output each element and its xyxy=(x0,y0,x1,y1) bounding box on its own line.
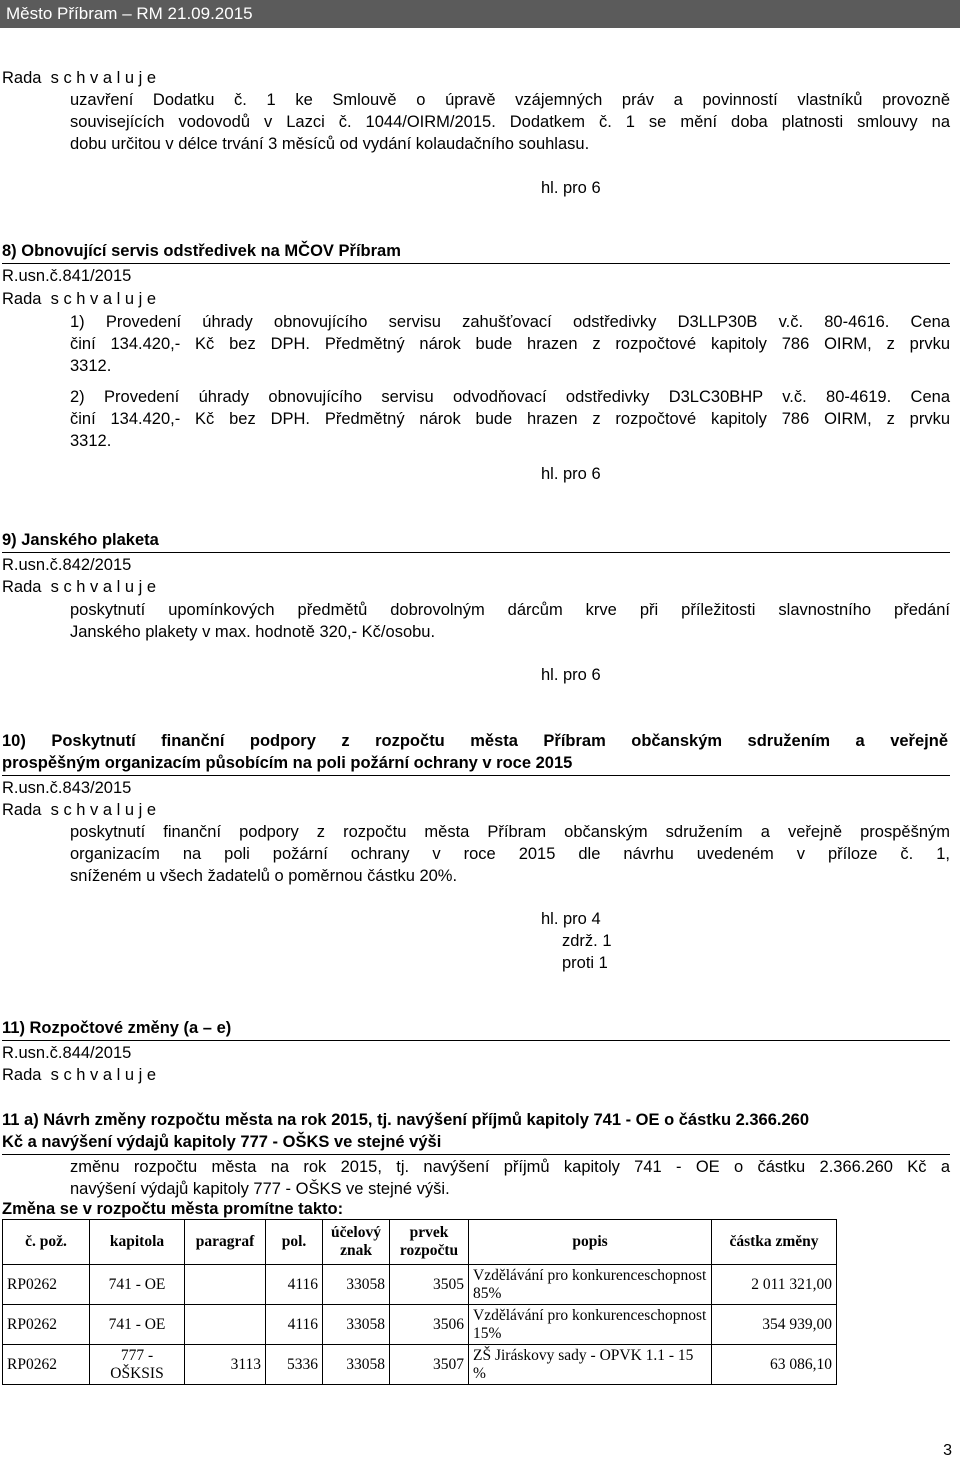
resolution-text: 3312. xyxy=(70,432,112,450)
document-header: Město Příbram – RM 21.09.2015 xyxy=(0,0,960,28)
cell: 33058 xyxy=(323,1345,390,1385)
page-number: 3 xyxy=(943,1442,952,1459)
cell: 741 - OE xyxy=(90,1305,185,1345)
rada-word: Rada xyxy=(2,290,42,308)
cell: 33058 xyxy=(323,1265,390,1305)
resolution-text: dobu určitou v délce trvání 3 měsíců od vydání kolaudačního souhlasu. xyxy=(70,135,590,153)
section-title: 11) Rozpočtové změny (a – e) xyxy=(2,1019,232,1037)
subsection-title-cont: Kč a navýšení výdajů kapitoly 777 - OŠKS ve stejné výši xyxy=(2,1133,442,1151)
cell: 741 - OE xyxy=(90,1265,185,1305)
cell: RP0262 xyxy=(3,1305,90,1345)
col-header: prvek rozpočtu xyxy=(390,1220,469,1265)
schvaluje-word: s c h v a l u j e xyxy=(50,578,157,596)
section-divider xyxy=(2,552,950,553)
cell: 3113 xyxy=(185,1345,266,1385)
cell: 3505 xyxy=(390,1265,469,1305)
cell: 5336 xyxy=(266,1345,323,1385)
col-header: č. pož. xyxy=(3,1220,90,1265)
schvaluje-word: s c h v a l u j e xyxy=(50,290,157,308)
rada-label xyxy=(2,289,156,309)
col-header: pol. xyxy=(266,1220,323,1265)
resolution-text: změnu rozpočtu města na rok 2015, tj. navýšení příjmů kapitoly 741 - OE o částku 2.366.260 Kč a xyxy=(70,1158,950,1176)
col-header: popis xyxy=(469,1220,712,1265)
rada-label xyxy=(2,800,156,820)
cell xyxy=(185,1265,266,1305)
cell: 777 - OŠKSIS xyxy=(90,1345,185,1385)
section-divider xyxy=(2,775,950,776)
resolution-text: činí 134.420,- Kč bez DPH. Předmětný nárok bude hrazen z rozpočtové kapitoly 786 OIRM, z prvku xyxy=(70,335,950,353)
cell: Vzdělávání pro konkurenceschopnost 15% xyxy=(469,1305,712,1345)
table-header-row xyxy=(3,1220,837,1265)
section-title-cont: prospěšným organizacím působícím na poli požární ochrany v roce 2015 xyxy=(2,754,573,772)
rada-word: Rada xyxy=(2,578,42,596)
resolution-text: poskytnutí upomínkových předmětů dobrovolným dárcům krve při příležitosti slavnostního předání xyxy=(70,601,950,619)
cell: 354 939,00 xyxy=(712,1305,837,1345)
section-divider xyxy=(2,1040,950,1041)
section-divider xyxy=(2,263,950,264)
section-title: 9) Janského plaketa xyxy=(2,531,159,549)
subsection-title: 11 a) Návrh změny rozpočtu města na rok 2015, tj. navýšení příjmů kapitoly 741 - OE o částku 2.366.260 xyxy=(2,1111,810,1129)
resolution-text: 3312. xyxy=(70,357,112,375)
vote-result: hl. pro 6 xyxy=(541,465,601,483)
resolution-text: Janského plakety v max. hodnotě 320,- Kč/osobu. xyxy=(70,623,436,641)
resolution-number: R.usn.č.844/2015 xyxy=(2,1044,132,1062)
schvaluje-word: s c h v a l u j e xyxy=(50,801,157,819)
resolution-text: navýšení výdajů kapitoly 777 - OŠKS ve stejné výši. xyxy=(70,1180,450,1198)
rada-label xyxy=(2,1065,156,1085)
vote-result: hl. pro 4 xyxy=(541,910,601,928)
resolution-text: 1) Provedení úhrady obnovujícího servisu zahušťovací odstředivky D3LLP30B v.č. 80-4616. Cena xyxy=(70,313,950,331)
cell: 63 086,10 xyxy=(712,1345,837,1385)
vote-abstain: zdrž. 1 xyxy=(562,932,612,950)
schvaluje-word: s c h v a l u j e xyxy=(50,69,157,87)
rada-word: Rada xyxy=(2,69,42,87)
resolution-text: sníženém u všech žadatelů o poměrnou částku 20%. xyxy=(70,867,458,885)
vote-result: hl. pro 6 xyxy=(541,179,601,197)
col-header: částka změny xyxy=(712,1220,837,1265)
cell: 33058 xyxy=(323,1305,390,1345)
cell: 2 011 321,00 xyxy=(712,1265,837,1305)
table-caption: Změna se v rozpočtu města promítne takto: xyxy=(2,1200,344,1218)
section-title: 8) Obnovující servis odstředivek na MČOV Příbram xyxy=(2,242,401,260)
table-row xyxy=(3,1265,837,1305)
resolution-text: činí 134.420,- Kč bez DPH. Předmětný nárok bude hrazen z rozpočtové kapitoly 786 OIRM, z prvku xyxy=(70,410,950,428)
cell: RP0262 xyxy=(3,1265,90,1305)
cell: 4116 xyxy=(266,1265,323,1305)
resolution-number: R.usn.č.842/2015 xyxy=(2,556,132,574)
table-row xyxy=(3,1345,837,1385)
subsection-divider xyxy=(2,1154,950,1155)
table-row xyxy=(3,1305,837,1345)
section-title: 10) Poskytnutí finanční podpory z rozpočtu města Příbram občanským sdružením a veřejně xyxy=(2,732,948,750)
resolution-number: R.usn.č.843/2015 xyxy=(2,779,132,797)
rada-label xyxy=(2,577,156,597)
col-header: kapitola xyxy=(90,1220,185,1265)
col-header: paragraf xyxy=(185,1220,266,1265)
resolution-text: souvisejících vodovodů v Lazci č. 1044/OIRM/2015. Dodatkem č. 1 se mění doba platnosti smlouvy na xyxy=(70,113,950,131)
rada-label xyxy=(2,68,156,88)
resolution-text: organizacím na poli požární ochrany v roce 2015 dle návrhu uvedeném v příloze č. 1, xyxy=(70,845,950,863)
budget-change-table xyxy=(2,1219,837,1385)
cell xyxy=(185,1305,266,1345)
cell: ZŠ Jiráskovy sady - OPVK 1.1 - 15 % xyxy=(469,1345,712,1385)
col-header: účelový znak xyxy=(323,1220,390,1265)
resolution-number: R.usn.č.841/2015 xyxy=(2,267,132,285)
resolution-text: 2) Provedení úhrady obnovujícího servisu odvodňovací odstředivky D3LC30BHP v.č. 80-4619. Cena xyxy=(70,388,950,406)
resolution-text: uzavření Dodatku č. 1 ke Smlouvě o úpravě vzájemných práv a povinností vlastníků provozně xyxy=(70,91,950,109)
vote-result: hl. pro 6 xyxy=(541,666,601,684)
cell: 3507 xyxy=(390,1345,469,1385)
vote-against: proti 1 xyxy=(562,954,608,972)
rada-word: Rada xyxy=(2,1066,42,1084)
resolution-text: poskytnutí finanční podpory z rozpočtu města Příbram občanským sdružením a veřejně prospěšným xyxy=(70,823,950,841)
cell: Vzdělávání pro konkurenceschopnost 85% xyxy=(469,1265,712,1305)
rada-word: Rada xyxy=(2,801,42,819)
cell: RP0262 xyxy=(3,1345,90,1385)
cell: 3506 xyxy=(390,1305,469,1345)
cell: 4116 xyxy=(266,1305,323,1345)
schvaluje-word: s c h v a l u j e xyxy=(50,1066,157,1084)
